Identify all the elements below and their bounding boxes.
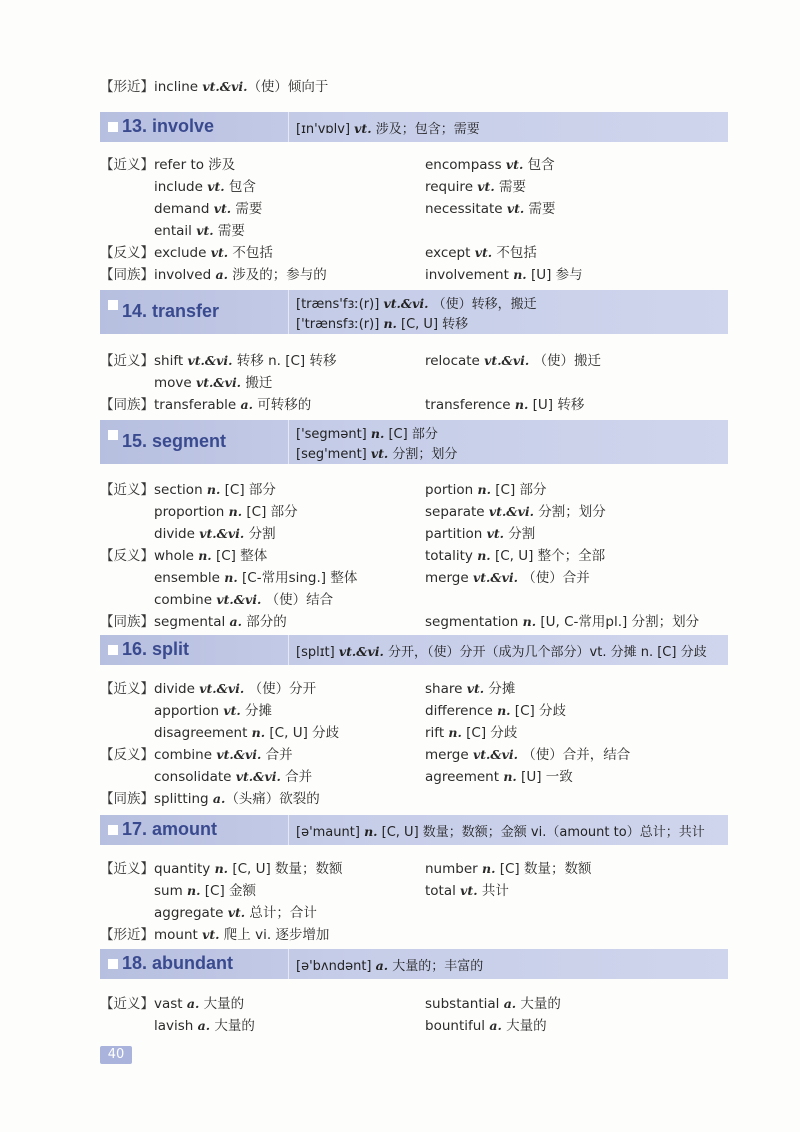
entry-row-right xyxy=(425,882,509,900)
header-definition xyxy=(296,423,438,442)
word: separate xyxy=(425,504,489,520)
entry-row-right xyxy=(425,178,526,196)
meaning: （使）转移，搬迁 xyxy=(428,297,537,312)
part-of-speech: vt.&vi. xyxy=(472,570,518,585)
meaning: 需要 xyxy=(524,201,556,217)
word: portion xyxy=(425,482,478,498)
word: lavish xyxy=(154,1018,198,1034)
word: include xyxy=(154,179,208,195)
part-of-speech: vt. xyxy=(354,121,372,136)
entry-row-left xyxy=(100,200,262,218)
word: encompass xyxy=(425,157,506,173)
bullet-square-icon xyxy=(108,430,118,440)
part-of-speech: n. xyxy=(514,397,529,412)
word: vast xyxy=(154,996,187,1012)
part-of-speech: vt. xyxy=(202,927,220,942)
meaning: 需要 xyxy=(231,201,263,217)
entry-row-left xyxy=(100,547,267,565)
entry-row-right xyxy=(425,547,605,565)
part-of-speech: n. xyxy=(477,482,491,497)
entry-row-left xyxy=(100,995,244,1013)
headword: 17. amount xyxy=(122,819,218,839)
part-of-speech: a. xyxy=(489,1018,502,1033)
part-of-speech: vt.&vi. xyxy=(383,296,429,311)
meaning: 大量的 xyxy=(516,996,561,1012)
word: section xyxy=(154,482,207,498)
part-of-speech: vt. xyxy=(474,245,493,260)
word: share xyxy=(425,681,467,697)
part-of-speech: vt.&vi. xyxy=(216,747,262,762)
word: transference xyxy=(425,397,515,413)
entry-row-left xyxy=(100,352,336,370)
entry-row-left xyxy=(100,882,256,900)
top-line xyxy=(100,78,328,96)
part-of-speech: a. xyxy=(229,614,242,629)
part-of-speech: vt. xyxy=(486,526,504,541)
entry-row-right xyxy=(425,481,547,499)
word: involved xyxy=(154,267,216,283)
part-of-speech: vt.&vi. xyxy=(472,747,518,762)
part-of-speech: n. xyxy=(481,861,496,876)
word: relocate xyxy=(425,353,485,369)
word: necessitate xyxy=(425,201,507,217)
header-definition xyxy=(296,955,483,974)
word: partition xyxy=(425,526,487,542)
word: proportion xyxy=(154,504,229,520)
entry-row-left xyxy=(100,768,312,786)
entry-row-right xyxy=(425,860,591,878)
headword: 14. transfer xyxy=(122,301,220,321)
word: move xyxy=(154,375,196,391)
meaning: 分割；划分 xyxy=(388,447,458,462)
part-of-speech: vt.&vi. xyxy=(199,681,245,696)
part-of-speech: n. xyxy=(522,614,537,629)
entry-header xyxy=(100,949,728,979)
word: merge xyxy=(425,747,473,763)
part-of-speech: n. xyxy=(206,482,221,497)
entry-row-left xyxy=(100,724,339,742)
category-tag: 【近义】 xyxy=(100,996,154,1012)
meaning: [C] 部分 xyxy=(220,482,276,498)
meaning: 大量的 xyxy=(210,1018,255,1034)
part-of-speech: n. xyxy=(503,769,517,784)
meaning: 部分的 xyxy=(241,614,287,630)
entry-row-left xyxy=(100,266,327,284)
meaning: （使）分开 xyxy=(244,681,317,697)
entry-row-right xyxy=(425,724,517,742)
entry-header xyxy=(100,290,728,334)
word: incline xyxy=(154,79,203,95)
part-of-speech: a. xyxy=(240,397,253,412)
entry-row-left xyxy=(100,790,320,808)
entry-header xyxy=(100,635,728,665)
word: except xyxy=(425,245,475,261)
word: total xyxy=(425,883,461,899)
word: difference xyxy=(425,703,498,719)
entry-row-left xyxy=(100,525,276,543)
header-definition xyxy=(296,443,457,462)
word: splitting xyxy=(154,791,213,807)
word: entail xyxy=(154,223,197,239)
entry-header xyxy=(100,420,728,464)
entry-row-left xyxy=(100,396,311,414)
part-of-speech: n. xyxy=(214,861,229,876)
word: number xyxy=(425,861,482,877)
headword: 16. split xyxy=(122,639,190,659)
headword: 13. involve xyxy=(122,116,215,136)
entry-row-left xyxy=(100,680,316,698)
category-tag: 【形近】 xyxy=(100,79,154,95)
category-tag: 【近义】 xyxy=(100,157,154,173)
meaning: 分割 xyxy=(503,526,536,542)
header-divider xyxy=(288,815,289,845)
meaning: 不包括 xyxy=(228,245,273,261)
category-tag: 【形近】 xyxy=(100,927,154,943)
meaning: [C-常用sing.] 整体 xyxy=(237,570,358,586)
word: require xyxy=(425,179,478,195)
meaning: 大量的；丰富的 xyxy=(388,959,484,974)
part-of-speech: vt. xyxy=(196,223,214,238)
meaning: 搬迁 xyxy=(241,375,273,391)
entry-header xyxy=(100,112,728,142)
part-of-speech: vt. xyxy=(223,703,241,718)
word: mount xyxy=(154,927,203,943)
entry-row-left xyxy=(100,569,357,587)
word: demand xyxy=(154,201,214,217)
part-of-speech: vt.&vi. xyxy=(338,644,384,659)
part-of-speech: n. xyxy=(224,570,238,585)
part-of-speech: vt.&vi. xyxy=(484,353,530,368)
phonetic: [ɪn'vɒlv] xyxy=(296,122,355,137)
header-definition xyxy=(296,641,707,660)
part-of-speech: n. xyxy=(251,725,266,740)
entry-row-right xyxy=(425,613,699,631)
word: combine xyxy=(154,592,217,608)
meaning: 分摊 xyxy=(240,703,273,719)
part-of-speech: a. xyxy=(197,1018,211,1033)
part-of-speech: vt. xyxy=(213,201,232,216)
meaning: [C, U] 转移 xyxy=(396,317,469,332)
meaning: [C] 分歧 xyxy=(461,725,518,741)
phonetic: [splɪt] xyxy=(296,645,339,660)
part-of-speech: vt.&vi. xyxy=(235,769,281,784)
word: ensemble xyxy=(154,570,225,586)
part-of-speech: n. xyxy=(448,725,462,740)
phonetic: [ə'bʌndənt] xyxy=(296,959,376,974)
headword: 18. abundant xyxy=(122,953,234,973)
meaning: [C] 分歧 xyxy=(510,703,567,719)
part-of-speech: vt.&vi. xyxy=(202,79,248,94)
meaning: 包含 xyxy=(224,179,256,195)
meaning: [U] 转移 xyxy=(528,397,585,413)
meaning: [U] 一致 xyxy=(516,769,573,785)
phonetic: ['trænsfɜː(r)] xyxy=(296,317,384,332)
entry-row-right xyxy=(425,569,590,587)
meaning: 需要 xyxy=(494,179,526,195)
word: segmental xyxy=(154,614,230,630)
part-of-speech: n. xyxy=(370,426,385,441)
part-of-speech: vt. xyxy=(477,179,495,194)
entry-row-left xyxy=(100,613,287,631)
entry-row-left xyxy=(100,904,317,922)
entry-row-left xyxy=(100,374,272,392)
meaning: 涉及的；参与的 xyxy=(227,267,327,283)
part-of-speech: vt. xyxy=(207,179,225,194)
part-of-speech: vt.&vi. xyxy=(196,375,242,390)
entry-row-left xyxy=(100,178,256,196)
word: substantial xyxy=(425,996,504,1012)
entry-row-right xyxy=(425,702,566,720)
part-of-speech: n. xyxy=(383,316,397,331)
meaning: 大量的 xyxy=(199,996,245,1012)
meaning: [C] 部分 xyxy=(242,504,298,520)
meaning: （使）合并 xyxy=(517,570,590,586)
entry-header xyxy=(100,815,728,845)
part-of-speech: n. xyxy=(228,504,243,519)
meaning: 分割 xyxy=(244,526,276,542)
entry-row-right xyxy=(425,244,537,262)
word: shift xyxy=(154,353,188,369)
part-of-speech: n. xyxy=(198,548,212,563)
entry-row-right xyxy=(425,200,556,218)
meaning: [C] 部分 xyxy=(384,427,438,442)
word: disagreement xyxy=(154,725,252,741)
part-of-speech: n. xyxy=(477,548,491,563)
bullet-square-icon xyxy=(108,959,118,969)
phonetic: [seg'ment] xyxy=(296,447,371,462)
word: merge xyxy=(425,570,473,586)
meaning: 合并 xyxy=(280,769,313,785)
word: combine xyxy=(154,747,217,763)
word: involvement xyxy=(425,267,514,283)
word: apportion xyxy=(154,703,224,719)
meaning: [C, U] 数量；数额；金额 vi.（amount to）总计；共计 xyxy=(377,825,705,840)
meaning: （使）合并，结合 xyxy=(517,747,631,763)
category-tag: 【近义】 xyxy=(100,861,154,877)
part-of-speech: vt. xyxy=(466,681,485,696)
word: segmentation xyxy=(425,614,523,630)
part-of-speech: a. xyxy=(186,996,200,1011)
entry-row-right xyxy=(425,352,601,370)
meaning: 涉及；包含；需要 xyxy=(371,122,480,137)
part-of-speech: a. xyxy=(215,267,228,282)
header-divider xyxy=(288,290,289,334)
part-of-speech: vt.&vi. xyxy=(187,353,233,368)
meaning: [C, U] 数量；数额 xyxy=(228,861,343,877)
meaning: 涉及 xyxy=(204,157,236,173)
meaning: [C] 数量；数额 xyxy=(495,861,592,877)
word: bountiful xyxy=(425,1018,490,1034)
word: exclude xyxy=(154,245,211,261)
header-divider xyxy=(288,635,289,665)
entry-row-left xyxy=(100,503,298,521)
meaning: 分摊 xyxy=(484,681,516,697)
meaning: 爬上 vi. 逐步增加 xyxy=(219,927,330,943)
page-number: 40 xyxy=(100,1046,132,1064)
part-of-speech: vt.&vi. xyxy=(488,504,534,519)
part-of-speech: n. xyxy=(187,883,201,898)
header-definition xyxy=(296,313,468,332)
meaning: 共计 xyxy=(477,883,509,899)
entry-row-right xyxy=(425,1017,547,1035)
word: agreement xyxy=(425,769,504,785)
header-divider xyxy=(288,949,289,979)
entry-row-right xyxy=(425,746,630,764)
entry-row-left xyxy=(100,156,235,174)
meaning: 合并 xyxy=(261,747,293,763)
word: consolidate xyxy=(154,769,236,785)
meaning: 分割；划分 xyxy=(533,504,606,520)
part-of-speech: vt. xyxy=(370,446,389,461)
category-tag: 【近义】 xyxy=(100,353,154,369)
meaning: [U, C-常用pl.] 分割；划分 xyxy=(536,614,700,630)
meaning: （使）搬迁 xyxy=(529,353,601,369)
word: aggregate xyxy=(154,905,228,921)
meaning: 不包括 xyxy=(492,245,537,261)
entry-row-left xyxy=(100,1017,255,1035)
meaning: 包含 xyxy=(523,157,555,173)
word: whole xyxy=(154,548,199,564)
word: divide xyxy=(154,526,200,542)
entry-row-left xyxy=(100,926,329,944)
meaning: 需要 xyxy=(213,223,245,239)
category-tag: 【同族】 xyxy=(100,397,154,413)
meaning: [C, U] 整个；全部 xyxy=(490,548,606,564)
word: sum xyxy=(154,883,188,899)
entry-row-left xyxy=(100,481,276,499)
meaning: 总计；合计 xyxy=(245,905,317,921)
phonetic: [ə'maunt] xyxy=(296,825,365,840)
entry-row-left xyxy=(100,746,293,764)
phonetic: ['segmənt] xyxy=(296,427,371,442)
word: rift xyxy=(425,725,449,741)
part-of-speech: n. xyxy=(364,824,378,839)
phonetic: [træns'fɜː(r)] xyxy=(296,297,384,312)
meaning: [U] 参与 xyxy=(526,267,583,283)
word: refer to xyxy=(154,157,205,173)
meaning: 转移 n. [C] 转移 xyxy=(232,353,337,369)
header-definition xyxy=(296,118,480,137)
meaning: （使）结合 xyxy=(261,592,334,608)
meaning: [C] 部分 xyxy=(490,482,547,498)
word: totality xyxy=(425,548,478,564)
bullet-square-icon xyxy=(108,645,118,655)
meaning: （头痛）欲裂的 xyxy=(225,791,320,807)
entry-row-left xyxy=(100,244,273,262)
part-of-speech: n. xyxy=(497,703,511,718)
part-of-speech: n. xyxy=(513,267,527,282)
entry-row-left xyxy=(100,702,272,720)
meaning: 可转移的 xyxy=(252,397,312,413)
part-of-speech: vt. xyxy=(227,905,246,920)
meaning: [C] 整体 xyxy=(211,548,268,564)
entry-row-left xyxy=(100,222,245,240)
header-definition xyxy=(296,821,705,840)
category-tag: 【同族】 xyxy=(100,614,154,630)
word: transferable xyxy=(154,397,241,413)
bullet-square-icon xyxy=(108,122,118,132)
headword: 15. segment xyxy=(122,431,227,451)
part-of-speech: a. xyxy=(375,958,389,973)
meaning: 分开，（使）分开（成为几个部分）vt. 分摊 n. [C] 分歧 xyxy=(383,645,707,660)
category-tag: 【近义】 xyxy=(100,681,154,697)
part-of-speech: vt.&vi. xyxy=(199,526,245,541)
part-of-speech: vt. xyxy=(506,201,525,216)
bullet-square-icon xyxy=(108,825,118,835)
entry-row-right xyxy=(425,396,584,414)
category-tag: 【反义】 xyxy=(100,245,154,261)
part-of-speech: a. xyxy=(503,996,517,1011)
entry-row-right xyxy=(425,156,555,174)
category-tag: 【同族】 xyxy=(100,267,154,283)
word: divide xyxy=(154,681,200,697)
header-divider xyxy=(288,112,289,142)
entry-row-right xyxy=(425,503,606,521)
word: quantity xyxy=(154,861,215,877)
part-of-speech: a. xyxy=(212,791,226,806)
part-of-speech: vt.&vi. xyxy=(216,592,262,607)
part-of-speech: vt. xyxy=(210,245,229,260)
entry-row-right xyxy=(425,525,535,543)
entry-row-right xyxy=(425,768,573,786)
category-tag: 【同族】 xyxy=(100,791,154,807)
entry-row-left xyxy=(100,860,343,878)
meaning: [C, U] 分歧 xyxy=(265,725,340,741)
meaning: （使）倾向于 xyxy=(247,79,329,95)
header-divider xyxy=(288,420,289,464)
part-of-speech: vt. xyxy=(460,883,478,898)
category-tag: 【反义】 xyxy=(100,747,154,763)
meaning: [C] 金额 xyxy=(200,883,257,899)
bullet-square-icon xyxy=(108,300,118,310)
category-tag: 【近义】 xyxy=(100,482,154,498)
category-tag: 【反义】 xyxy=(100,548,154,564)
entry-row-right xyxy=(425,680,515,698)
header-definition xyxy=(296,293,537,312)
meaning: 大量的 xyxy=(501,1018,547,1034)
entry-row-right xyxy=(425,266,583,284)
part-of-speech: vt. xyxy=(505,157,524,172)
entry-row-left xyxy=(100,591,333,609)
entry-row-right xyxy=(425,995,561,1013)
